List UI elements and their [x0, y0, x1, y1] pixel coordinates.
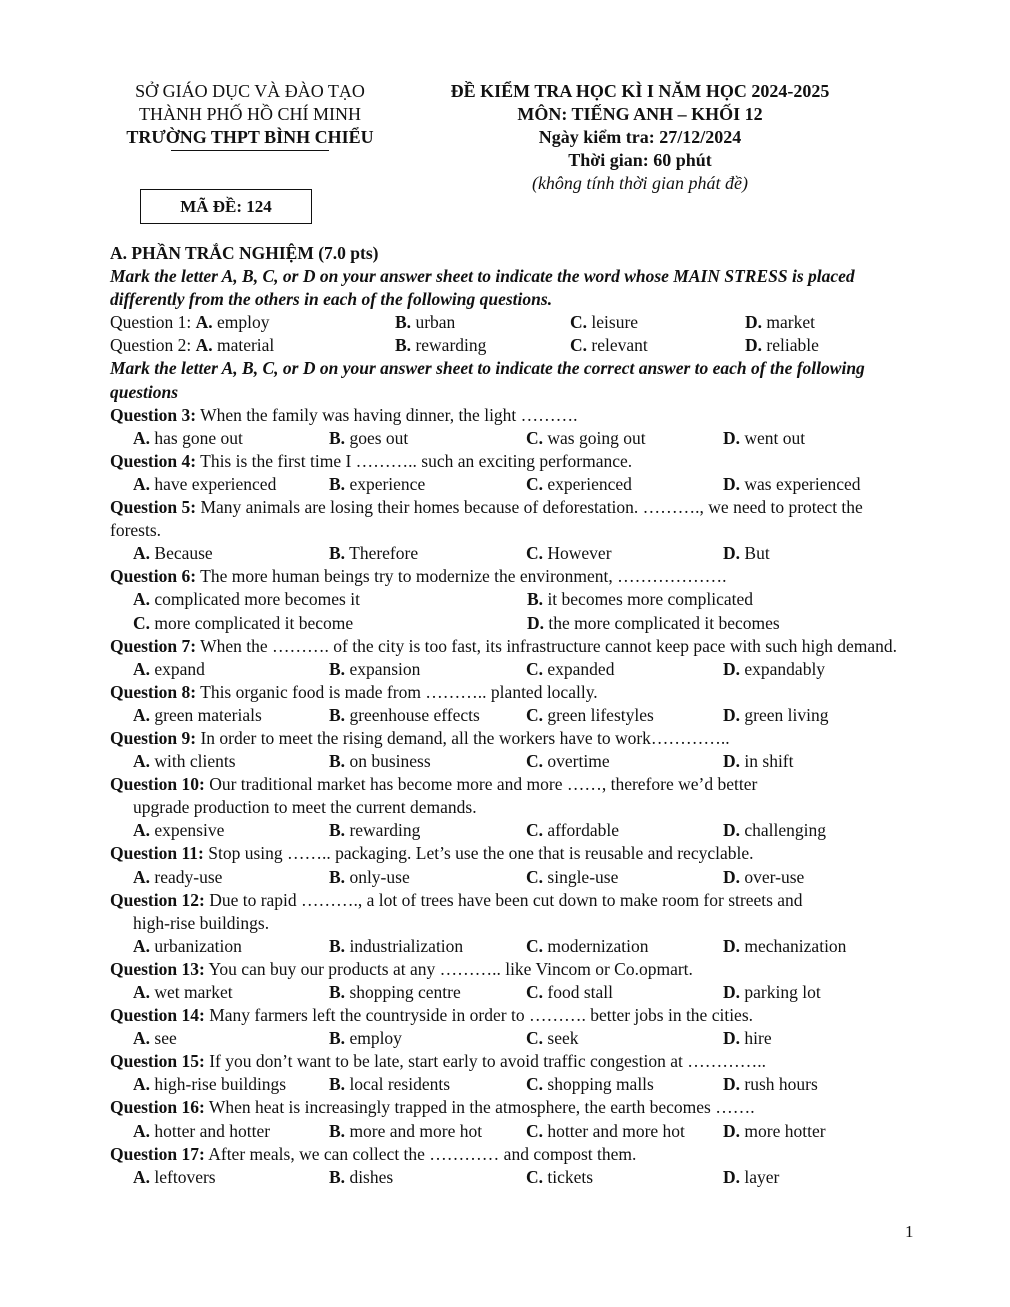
question-text: This is the first time I ……….. such an exciting performance.	[200, 450, 633, 471]
option-b: Therefore	[349, 543, 419, 564]
option-b: industrialization	[349, 935, 464, 956]
options-8: A. green materials B. greenhouse effects C. green lifestyles D. green living	[133, 704, 829, 725]
question-text: Our traditional market has become more and more ……, therefore we’d better	[209, 774, 758, 795]
question-16: Question 16: When heat is increasingly trapped in the atmosphere, the earth becomes …….	[110, 1097, 755, 1118]
option-b: only-use	[349, 866, 410, 887]
question-number: Question 2:	[110, 335, 192, 356]
question-12: Question 12: Due to rapid ………., a lot of trees have been cut down to make room for streets and	[110, 889, 803, 910]
question-text: You can buy our products at any ……….. like Vincom or Co.opmart.	[208, 958, 693, 979]
option-a: have experienced	[154, 473, 277, 494]
option-a: urbanization	[154, 935, 242, 956]
option-a: wet market	[154, 982, 233, 1002]
question-number: Question 1:	[110, 312, 192, 333]
exam-note: (không tính thời gian phát đề)	[531, 173, 749, 193]
question-2: Question 2: A. material B. rewarding C. relevant D. reliable	[110, 335, 819, 356]
option-d: parking lot	[744, 982, 821, 1002]
question-11: Question 11: Stop using …….. packaging. Let’s use the one that is reusable and recyclable.	[110, 843, 754, 864]
question-text-continued: high-rise buildings.	[133, 912, 270, 933]
option-b: local residents	[349, 1074, 451, 1095]
question-10: Question 10: Our traditional market has become more and more ……, therefore we’d better	[110, 774, 758, 795]
options-10: A. expensive B. rewarding C. affordable D. challenging	[133, 820, 827, 841]
option-c: affordable	[547, 820, 619, 841]
option-d: over-use	[744, 866, 805, 887]
options-7: A. expand B. expansion C. expanded D. expandably	[133, 658, 826, 679]
option-c: single-use	[547, 866, 619, 887]
school-underline	[171, 150, 329, 151]
options-14: A. see B. employ C. seek D. hire	[133, 1028, 772, 1049]
options-15: A. high-rise buildings B. local residents C. shopping malls D. rush hours	[133, 1074, 818, 1095]
question-9: Question 9: In order to meet the rising demand, all the workers have to work…………..	[110, 727, 730, 748]
option-c: experienced	[547, 473, 632, 494]
option-b: rewarding	[415, 335, 487, 356]
department-line-2: THÀNH PHỐ HỒ CHÍ MINH	[139, 104, 361, 124]
instruction-correct-answer: Mark the letter A, B, C, or D on your answer sheet to indicate the correct answer to each of the following questions	[110, 358, 865, 402]
option-d: was experienced	[744, 473, 861, 494]
option-c: food stall	[547, 982, 614, 1002]
option-d: hire	[744, 1028, 772, 1049]
option-d: challenging	[744, 820, 827, 841]
option-d: in shift	[744, 751, 794, 772]
option-c: more complicated it become	[154, 612, 354, 633]
section-title: A. PHẦN TRẮC NGHIỆM (7.0 pts)	[110, 243, 379, 263]
options-11: A. ready-use B. only-use C. single-use D. over-use	[133, 866, 805, 887]
option-b: urban	[415, 312, 456, 333]
section-a	[110, 242, 912, 1189]
option-d: expandably	[744, 658, 826, 679]
question-8: Question 8: This organic food is made from ……….. planted locally.	[110, 681, 598, 702]
option-c: leisure	[591, 312, 639, 333]
page-number: 1	[905, 1222, 914, 1241]
question-text: Stop using …….. packaging. Let’s use the one that is reusable and recyclable.	[208, 843, 754, 864]
question-3: Question 3: When the family was having dinner, the light ……….	[110, 404, 578, 425]
options-9: A. with clients B. on business C. overtime D. in shift	[133, 751, 794, 772]
option-c: expanded	[547, 658, 615, 679]
question-7: Question 7: When the ………. of the city is too fast, its infrastructure cannot keep pace with such high demand.	[110, 635, 898, 656]
question-15: Question 15: If you don’t want to be late, start early to avoid traffic congestion at …………..	[110, 1051, 766, 1072]
option-b: greenhouse effects	[349, 704, 480, 725]
option-a: employ	[216, 312, 270, 333]
question-13: Question 13: You can buy our products at any ……….. like Vincom or Co.opmart.	[110, 958, 693, 979]
option-c: green lifestyles	[547, 704, 654, 725]
question-5: Question 5: Many animals are losing their homes because of deforestation. ………., we need to protect the forests.	[110, 497, 863, 541]
option-d: more hotter	[744, 1120, 826, 1141]
option-a: expand	[154, 658, 205, 679]
department-line-1: SỞ GIÁO DỤC VÀ ĐÀO TẠO	[135, 81, 365, 101]
instruction-stress: Mark the letter A, B, C, or D on your answer sheet to indicate the word whose MAIN STRESS is placed differently from the others in each of the following questions.	[110, 266, 855, 310]
options-13: A. wet market B. shopping centre C. food stall D. parking lot	[133, 982, 821, 1002]
question-14: Question 14: Many farmers left the countryside in order to ………. better jobs in the cities.	[110, 1005, 754, 1026]
question-text: If you don’t want to be late, start early to avoid traffic congestion at …………..	[209, 1051, 766, 1072]
option-d: rush hours	[744, 1074, 818, 1095]
options-12: A. urbanization B. industrialization C. modernization D. mechanization	[133, 935, 847, 956]
option-d: market	[766, 312, 815, 333]
option-a: green materials	[154, 704, 262, 725]
exam-subject: MÔN: TIẾNG ANH – KHỐI 12	[517, 104, 763, 124]
option-a: material	[216, 335, 275, 356]
options-17: A. leftovers B. dishes C. tickets D. layer	[133, 1166, 780, 1187]
question-text: When heat is increasingly trapped in the atmosphere, the earth becomes …….	[208, 1097, 755, 1118]
question-text-continued: upgrade production to meet the current demands.	[133, 797, 477, 818]
question-text: After meals, we can collect the ………… and compost them.	[208, 1143, 637, 1164]
question-text: The more human beings try to modernize the environment, ……………….	[200, 566, 727, 587]
option-c: hotter and more hot	[547, 1120, 685, 1141]
option-d: layer	[744, 1166, 780, 1187]
option-a: hotter and hotter	[154, 1120, 271, 1141]
option-d: went out	[744, 427, 806, 448]
option-b: expansion	[349, 658, 421, 679]
option-a: leftovers	[154, 1166, 216, 1187]
question-1: Question 1: A. employ B. urban C. leisure D. market	[110, 312, 815, 333]
option-b: goes out	[349, 427, 409, 448]
question-4: Question 4: This is the first time I ……….. such an exciting performance.	[110, 450, 633, 471]
option-b: experience	[349, 473, 426, 494]
option-c: overtime	[547, 751, 610, 772]
option-a: ready-use	[154, 866, 223, 887]
exam-duration: Thời gian: 60 phút	[568, 150, 712, 170]
option-c: modernization	[547, 935, 649, 956]
option-c: seek	[547, 1028, 579, 1049]
option-c: was going out	[547, 427, 646, 448]
option-a: complicated more becomes it	[154, 589, 360, 610]
option-c: However	[547, 543, 612, 564]
options-5: A. Because B. Therefore C. However D. But	[133, 543, 770, 564]
question-text: Many farmers left the countryside in order to ………. better jobs in the cities.	[209, 1005, 754, 1026]
options-3: A. has gone out B. goes out C. was going out D. went out	[133, 427, 806, 448]
options-4: A. have experienced B. experience C. experienced D. was experienced	[133, 473, 861, 494]
question-text: When the ………. of the city is too fast, its infrastructure cannot keep pace with such high demand.	[200, 635, 898, 656]
exam-date: Ngày kiểm tra: 27/12/2024	[538, 127, 742, 147]
option-c: tickets	[547, 1166, 594, 1187]
options-16: A. hotter and hotter B. more and more hot C. hotter and more hot D. more hotter	[133, 1120, 826, 1141]
question-text: This organic food is made from ……….. planted locally.	[200, 681, 598, 702]
header-right	[405, 80, 875, 195]
option-b: rewarding	[349, 820, 421, 841]
option-d: mechanization	[744, 935, 847, 956]
option-a: expensive	[154, 820, 225, 841]
options-6-row-1: A. complicated more becomes it B. it becomes more complicated	[133, 589, 753, 610]
option-b: dishes	[349, 1166, 394, 1187]
question-text: Due to rapid ………., a lot of trees have been cut down to make room for streets and	[209, 889, 803, 910]
exam-code-box: MÃ ĐỀ: 124	[140, 189, 312, 224]
school-name: TRƯỜNG THPT BÌNH CHIỂU	[126, 127, 374, 147]
exam-title: ĐỀ KIỂM TRA HỌC KÌ I NĂM HỌC 2024-2025	[450, 81, 830, 101]
option-d: the more complicated it becomes	[548, 612, 780, 633]
header-left	[100, 80, 400, 151]
question-text: In order to meet the rising demand, all the workers have to work…………..	[200, 727, 730, 748]
option-b: on business	[349, 751, 431, 772]
question-text: Many animals are losing their homes because of deforestation. ………., we need to protect the forests.	[110, 497, 863, 541]
options-6-row-2: C. more complicated it become D. the more complicated it becomes	[133, 612, 780, 633]
option-d: reliable	[766, 335, 819, 356]
option-a: see	[154, 1028, 177, 1049]
option-d: green living	[744, 704, 829, 725]
option-b: shopping centre	[349, 982, 461, 1002]
option-b: more and more hot	[349, 1120, 483, 1141]
option-a: has gone out	[154, 427, 243, 448]
question-17: Question 17: After meals, we can collect the ………… and compost them.	[110, 1143, 637, 1164]
option-b: it becomes more complicated	[547, 589, 753, 610]
option-b: employ	[349, 1028, 402, 1049]
option-a: with clients	[154, 751, 236, 772]
option-a: Because	[154, 543, 213, 564]
option-d: But	[744, 543, 770, 564]
option-c: shopping malls	[547, 1074, 654, 1095]
option-a: high-rise buildings	[154, 1074, 287, 1095]
question-text: When the family was having dinner, the light ……….	[200, 404, 578, 425]
question-6: Question 6: The more human beings try to modernize the environment, ……………….	[110, 566, 727, 587]
option-c: relevant	[591, 335, 648, 356]
